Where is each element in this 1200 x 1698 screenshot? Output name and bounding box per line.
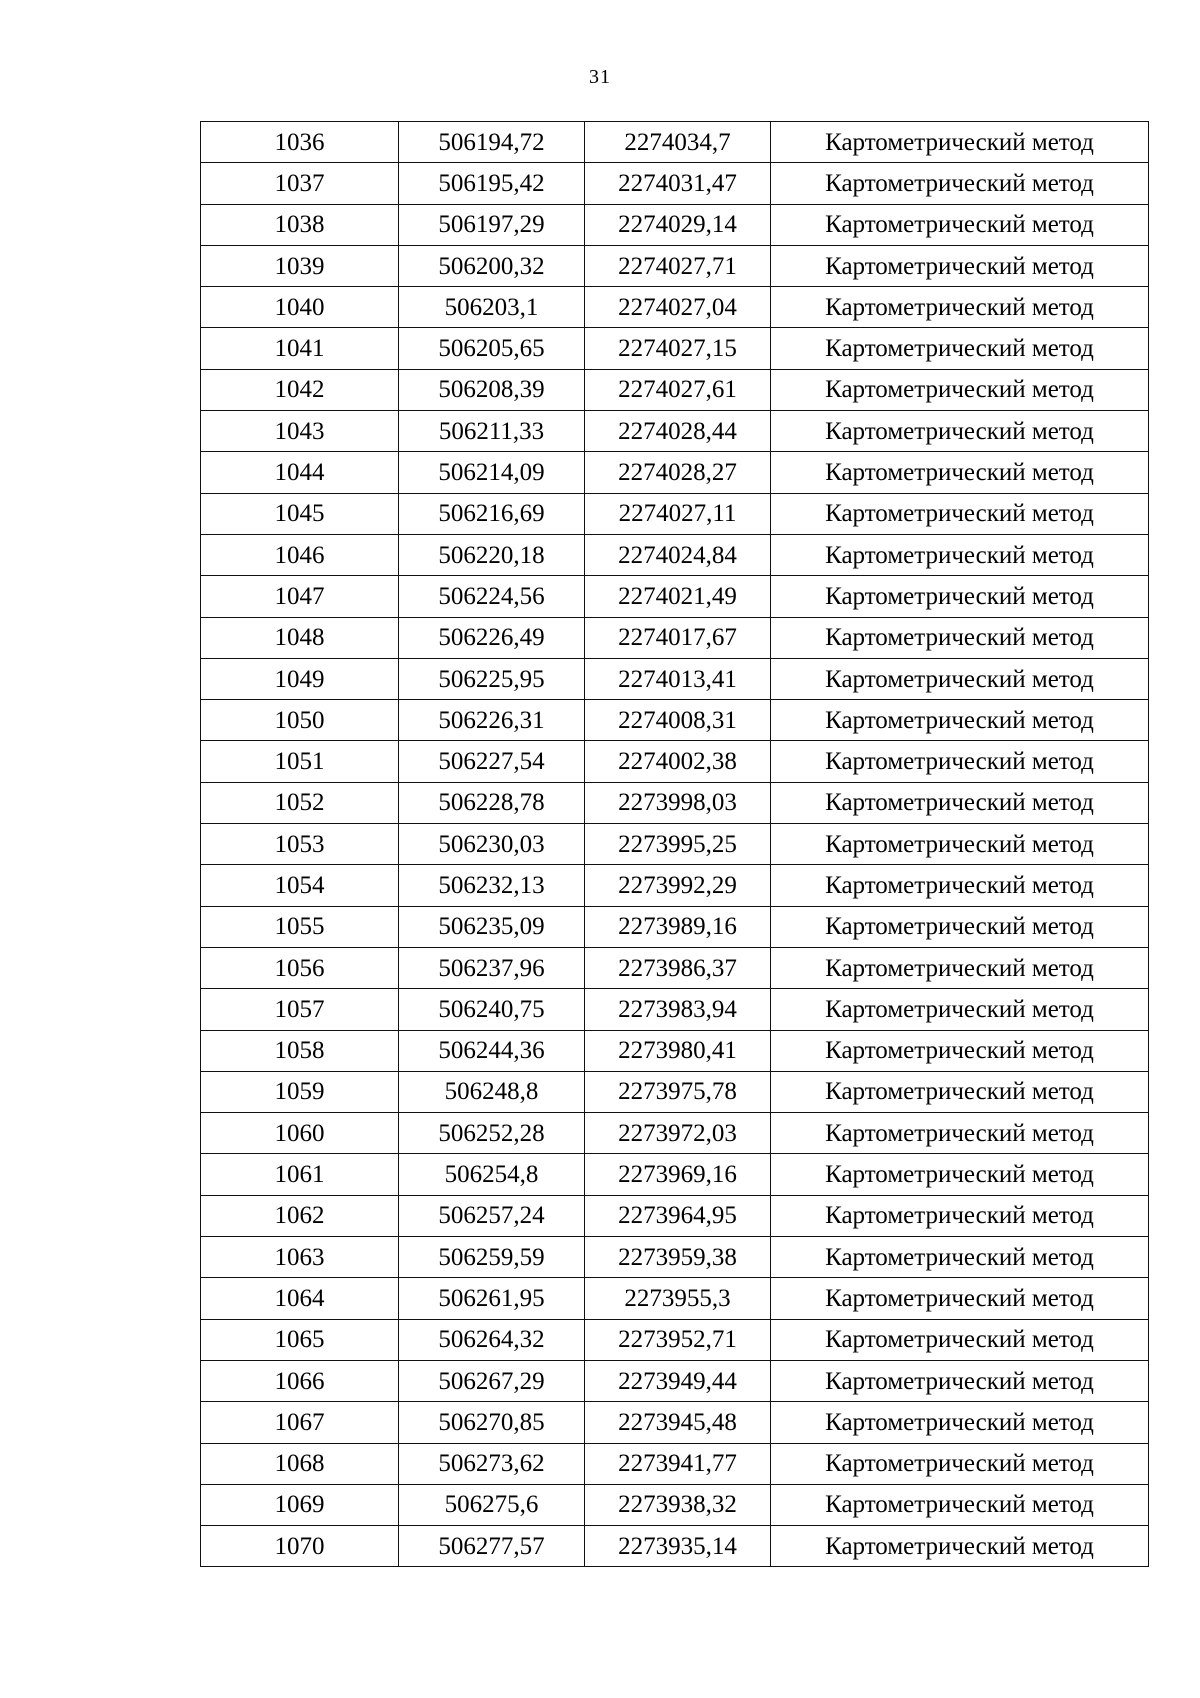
x-coordinate-cell: 506211,33 [399, 411, 585, 452]
y-coordinate-cell: 2274034,7 [585, 122, 771, 163]
x-coordinate-cell: 506277,57 [399, 1526, 585, 1567]
table-row [201, 1195, 1149, 1236]
table-row [201, 658, 1149, 699]
y-coordinate-cell: 2274031,47 [585, 163, 771, 204]
method-cell: Картометрический метод [771, 411, 1149, 452]
x-coordinate-cell: 506200,32 [399, 245, 585, 286]
y-coordinate-cell: 2274027,11 [585, 493, 771, 534]
x-coordinate-cell: 506273,62 [399, 1443, 585, 1484]
point-number-cell: 1040 [201, 287, 399, 328]
table-row [201, 163, 1149, 204]
point-number-cell: 1050 [201, 700, 399, 741]
point-number-cell: 1061 [201, 1154, 399, 1195]
method-cell: Картометрический метод [771, 700, 1149, 741]
method-cell: Картометрический метод [771, 1278, 1149, 1319]
x-coordinate-cell: 506257,24 [399, 1195, 585, 1236]
table-row [201, 989, 1149, 1030]
x-coordinate-cell: 506264,32 [399, 1319, 585, 1360]
table-row [201, 1278, 1149, 1319]
method-cell: Картометрический метод [771, 947, 1149, 988]
method-cell: Картометрический метод [771, 1030, 1149, 1071]
x-coordinate-cell: 506197,29 [399, 204, 585, 245]
x-coordinate-cell: 506205,65 [399, 328, 585, 369]
point-number-cell: 1049 [201, 658, 399, 699]
y-coordinate-cell: 2274024,84 [585, 534, 771, 575]
point-number-cell: 1045 [201, 493, 399, 534]
y-coordinate-cell: 2274027,61 [585, 369, 771, 410]
x-coordinate-cell: 506232,13 [399, 865, 585, 906]
method-cell: Картометрический метод [771, 452, 1149, 493]
table-row [201, 369, 1149, 410]
x-coordinate-cell: 506248,8 [399, 1071, 585, 1112]
point-number-cell: 1060 [201, 1113, 399, 1154]
method-cell: Картометрический метод [771, 1319, 1149, 1360]
y-coordinate-cell: 2273941,77 [585, 1443, 771, 1484]
point-number-cell: 1051 [201, 741, 399, 782]
y-coordinate-cell: 2274013,41 [585, 658, 771, 699]
point-number-cell: 1055 [201, 906, 399, 947]
method-cell: Картометрический метод [771, 1237, 1149, 1278]
y-coordinate-cell: 2273959,38 [585, 1237, 771, 1278]
table-row [201, 1237, 1149, 1278]
point-number-cell: 1054 [201, 865, 399, 906]
point-number-cell: 1067 [201, 1402, 399, 1443]
y-coordinate-cell: 2273992,29 [585, 865, 771, 906]
method-cell: Картометрический метод [771, 369, 1149, 410]
x-coordinate-cell: 506227,54 [399, 741, 585, 782]
method-cell: Картометрический метод [771, 1443, 1149, 1484]
table-row [201, 1030, 1149, 1071]
y-coordinate-cell: 2273938,32 [585, 1484, 771, 1525]
method-cell: Картометрический метод [771, 576, 1149, 617]
method-cell: Картометрический метод [771, 1113, 1149, 1154]
y-coordinate-cell: 2273972,03 [585, 1113, 771, 1154]
table-row [201, 865, 1149, 906]
table-row [201, 576, 1149, 617]
point-number-cell: 1036 [201, 122, 399, 163]
point-number-cell: 1065 [201, 1319, 399, 1360]
method-cell: Картометрический метод [771, 865, 1149, 906]
table-row [201, 1484, 1149, 1525]
point-number-cell: 1062 [201, 1195, 399, 1236]
point-number-cell: 1059 [201, 1071, 399, 1112]
method-cell: Картометрический метод [771, 741, 1149, 782]
method-cell: Картометрический метод [771, 1154, 1149, 1195]
point-number-cell: 1056 [201, 947, 399, 988]
x-coordinate-cell: 506230,03 [399, 824, 585, 865]
y-coordinate-cell: 2273969,16 [585, 1154, 771, 1195]
point-number-cell: 1039 [201, 245, 399, 286]
y-coordinate-cell: 2274027,15 [585, 328, 771, 369]
method-cell: Картометрический метод [771, 1195, 1149, 1236]
table-row [201, 204, 1149, 245]
method-cell: Картометрический метод [771, 989, 1149, 1030]
x-coordinate-cell: 506244,36 [399, 1030, 585, 1071]
table-row [201, 617, 1149, 658]
table-row [201, 1071, 1149, 1112]
x-coordinate-cell: 506252,28 [399, 1113, 585, 1154]
point-number-cell: 1048 [201, 617, 399, 658]
point-number-cell: 1068 [201, 1443, 399, 1484]
y-coordinate-cell: 2273964,95 [585, 1195, 771, 1236]
y-coordinate-cell: 2273955,3 [585, 1278, 771, 1319]
method-cell: Картометрический метод [771, 534, 1149, 575]
method-cell: Картометрический метод [771, 658, 1149, 699]
coordinates-table-body [201, 122, 1149, 1567]
x-coordinate-cell: 506194,72 [399, 122, 585, 163]
y-coordinate-cell: 2274002,38 [585, 741, 771, 782]
x-coordinate-cell: 506225,95 [399, 658, 585, 699]
y-coordinate-cell: 2274028,27 [585, 452, 771, 493]
point-number-cell: 1047 [201, 576, 399, 617]
table-row [201, 1443, 1149, 1484]
table-row [201, 906, 1149, 947]
method-cell: Картометрический метод [771, 617, 1149, 658]
x-coordinate-cell: 506228,78 [399, 782, 585, 823]
y-coordinate-cell: 2274027,71 [585, 245, 771, 286]
table-row [201, 245, 1149, 286]
y-coordinate-cell: 2273975,78 [585, 1071, 771, 1112]
x-coordinate-cell: 506270,85 [399, 1402, 585, 1443]
y-coordinate-cell: 2273980,41 [585, 1030, 771, 1071]
x-coordinate-cell: 506220,18 [399, 534, 585, 575]
method-cell: Картометрический метод [771, 122, 1149, 163]
method-cell: Картометрический метод [771, 328, 1149, 369]
table-row [201, 1360, 1149, 1401]
point-number-cell: 1044 [201, 452, 399, 493]
point-number-cell: 1069 [201, 1484, 399, 1525]
y-coordinate-cell: 2274028,44 [585, 411, 771, 452]
table-row [201, 411, 1149, 452]
point-number-cell: 1058 [201, 1030, 399, 1071]
y-coordinate-cell: 2273945,48 [585, 1402, 771, 1443]
point-number-cell: 1038 [201, 204, 399, 245]
point-number-cell: 1064 [201, 1278, 399, 1319]
x-coordinate-cell: 506226,31 [399, 700, 585, 741]
table-row [201, 824, 1149, 865]
table-row [201, 1319, 1149, 1360]
point-number-cell: 1070 [201, 1526, 399, 1567]
y-coordinate-cell: 2273995,25 [585, 824, 771, 865]
y-coordinate-cell: 2273935,14 [585, 1526, 771, 1567]
y-coordinate-cell: 2273986,37 [585, 947, 771, 988]
x-coordinate-cell: 506216,69 [399, 493, 585, 534]
method-cell: Картометрический метод [771, 1484, 1149, 1525]
method-cell: Картометрический метод [771, 1402, 1149, 1443]
table-row [201, 122, 1149, 163]
point-number-cell: 1057 [201, 989, 399, 1030]
x-coordinate-cell: 506259,59 [399, 1237, 585, 1278]
y-coordinate-cell: 2274008,31 [585, 700, 771, 741]
y-coordinate-cell: 2274029,14 [585, 204, 771, 245]
coordinates-table [200, 121, 1149, 1567]
table-row [201, 452, 1149, 493]
page-number: 31 [589, 66, 611, 88]
method-cell: Картометрический метод [771, 1526, 1149, 1567]
x-coordinate-cell: 506195,42 [399, 163, 585, 204]
method-cell: Картометрический метод [771, 906, 1149, 947]
table-row [201, 493, 1149, 534]
point-number-cell: 1053 [201, 824, 399, 865]
method-cell: Картометрический метод [771, 782, 1149, 823]
x-coordinate-cell: 506267,29 [399, 1360, 585, 1401]
method-cell: Картометрический метод [771, 204, 1149, 245]
point-number-cell: 1043 [201, 411, 399, 452]
table-row [201, 741, 1149, 782]
x-coordinate-cell: 506224,56 [399, 576, 585, 617]
method-cell: Картометрический метод [771, 245, 1149, 286]
point-number-cell: 1052 [201, 782, 399, 823]
x-coordinate-cell: 506237,96 [399, 947, 585, 988]
x-coordinate-cell: 506235,09 [399, 906, 585, 947]
point-number-cell: 1046 [201, 534, 399, 575]
y-coordinate-cell: 2273989,16 [585, 906, 771, 947]
table-row [201, 1154, 1149, 1195]
table-row [201, 534, 1149, 575]
method-cell: Картометрический метод [771, 1071, 1149, 1112]
point-number-cell: 1066 [201, 1360, 399, 1401]
y-coordinate-cell: 2273952,71 [585, 1319, 771, 1360]
x-coordinate-cell: 506226,49 [399, 617, 585, 658]
method-cell: Картометрический метод [771, 163, 1149, 204]
table-row [201, 287, 1149, 328]
table-row [201, 1526, 1149, 1567]
method-cell: Картометрический метод [771, 493, 1149, 534]
point-number-cell: 1042 [201, 369, 399, 410]
x-coordinate-cell: 506254,8 [399, 1154, 585, 1195]
point-number-cell: 1063 [201, 1237, 399, 1278]
point-number-cell: 1041 [201, 328, 399, 369]
table-row [201, 782, 1149, 823]
method-cell: Картометрический метод [771, 287, 1149, 328]
method-cell: Картометрический метод [771, 824, 1149, 865]
x-coordinate-cell: 506240,75 [399, 989, 585, 1030]
y-coordinate-cell: 2273949,44 [585, 1360, 771, 1401]
x-coordinate-cell: 506208,39 [399, 369, 585, 410]
table-row [201, 947, 1149, 988]
table-row [201, 700, 1149, 741]
table-row [201, 1402, 1149, 1443]
y-coordinate-cell: 2274021,49 [585, 576, 771, 617]
table-row [201, 328, 1149, 369]
y-coordinate-cell: 2274017,67 [585, 617, 771, 658]
y-coordinate-cell: 2273998,03 [585, 782, 771, 823]
x-coordinate-cell: 506261,95 [399, 1278, 585, 1319]
point-number-cell: 1037 [201, 163, 399, 204]
method-cell: Картометрический метод [771, 1360, 1149, 1401]
table-row [201, 1113, 1149, 1154]
y-coordinate-cell: 2273983,94 [585, 989, 771, 1030]
x-coordinate-cell: 506203,1 [399, 287, 585, 328]
x-coordinate-cell: 506214,09 [399, 452, 585, 493]
y-coordinate-cell: 2274027,04 [585, 287, 771, 328]
x-coordinate-cell: 506275,6 [399, 1484, 585, 1525]
